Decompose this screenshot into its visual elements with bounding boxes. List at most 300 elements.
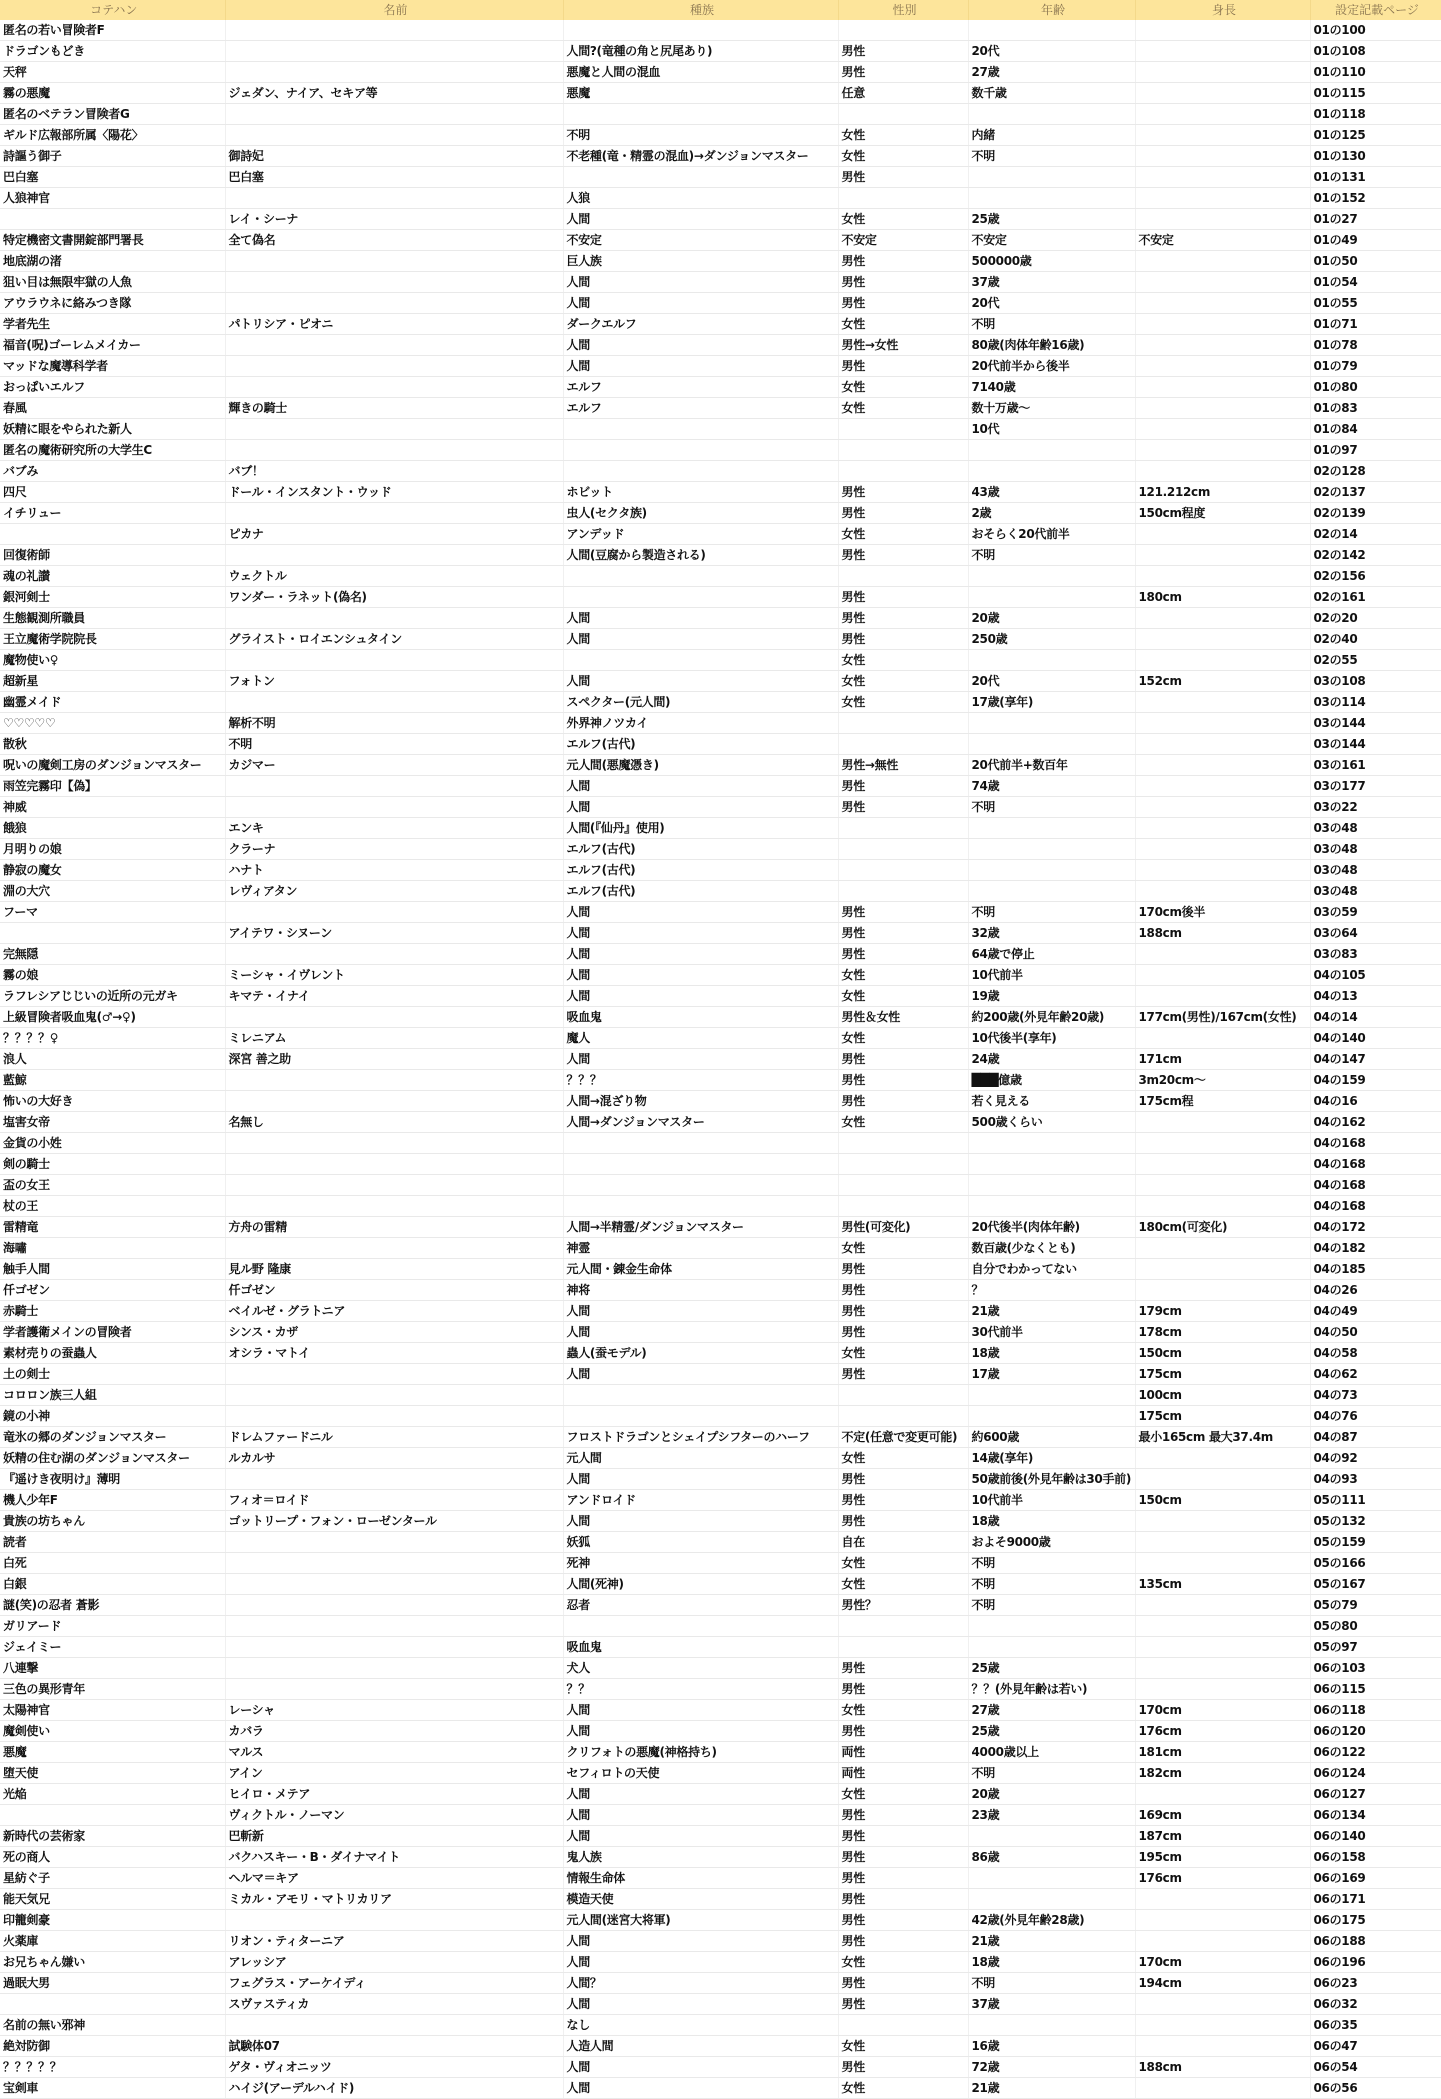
cell-race[interactable]: 人間 — [563, 1364, 838, 1385]
cell-gender[interactable]: 男性 — [838, 1973, 968, 1994]
cell-gender[interactable]: 男性 — [838, 1322, 968, 1343]
cell-name[interactable] — [225, 1532, 563, 1553]
cell-handle[interactable]: 月明りの娘 — [0, 839, 225, 860]
cell-name[interactable]: 見ル野 隆康 — [225, 1259, 563, 1280]
cell-gender[interactable]: 男性？ — [838, 1595, 968, 1616]
cell-height[interactable] — [1135, 566, 1310, 587]
cell-gender[interactable]: 女性 — [838, 2036, 968, 2057]
cell-page[interactable]: 02の137 — [1310, 482, 1441, 503]
cell-page[interactable]: 04の73 — [1310, 1385, 1441, 1406]
cell-race[interactable]: 人間 — [563, 272, 838, 293]
cell-page[interactable]: 03の59 — [1310, 902, 1441, 923]
cell-race[interactable]: 人間 — [563, 1931, 838, 1952]
cell-handle[interactable]: 雨笠完霧印【偽】 — [0, 776, 225, 797]
cell-page[interactable]: 04の16 — [1310, 1091, 1441, 1112]
cell-height[interactable]: 150cm — [1135, 1343, 1310, 1364]
cell-race[interactable]: 吸血鬼 — [563, 1007, 838, 1028]
cell-gender[interactable] — [838, 734, 968, 755]
cell-name[interactable]: ミカル・アモリ・マトリカリア — [225, 1889, 563, 1910]
cell-gender[interactable]: 男性 — [838, 1469, 968, 1490]
cell-page[interactable]: 03の114 — [1310, 692, 1441, 713]
cell-page[interactable]: 04の93 — [1310, 1469, 1441, 1490]
cell-height[interactable]: 179cm — [1135, 1301, 1310, 1322]
cell-name[interactable]: バクハスキー・B・ダイナマイト — [225, 1847, 563, 1868]
cell-handle[interactable]: 鏡の小神 — [0, 1406, 225, 1427]
cell-gender[interactable]: 男性 — [838, 293, 968, 314]
cell-handle[interactable]: 魔剣使い — [0, 1721, 225, 1742]
cell-name[interactable]: カバラ — [225, 1721, 563, 1742]
cell-gender[interactable]: 男性 — [838, 1889, 968, 1910]
cell-gender[interactable]: 女性 — [838, 986, 968, 1007]
cell-gender[interactable]: 男性 — [838, 1091, 968, 1112]
cell-race[interactable]: 人間 — [563, 944, 838, 965]
cell-gender[interactable]: 女性 — [838, 965, 968, 986]
cell-page[interactable]: 06の56 — [1310, 2078, 1441, 2099]
cell-race[interactable] — [563, 566, 838, 587]
cell-name[interactable]: グライスト・ロイエンシュタイン — [225, 629, 563, 650]
cell-age[interactable]: 約600歳 — [968, 1427, 1135, 1448]
cell-page[interactable]: 06の140 — [1310, 1826, 1441, 1847]
cell-gender[interactable]: 両性 — [838, 1763, 968, 1784]
cell-handle[interactable]: 印籠剣豪 — [0, 1910, 225, 1931]
cell-page[interactable]: 05の79 — [1310, 1595, 1441, 1616]
cell-handle[interactable]: ？？？？♀ — [0, 1028, 225, 1049]
cell-handle[interactable]: 名前の無い邪神 — [0, 2015, 225, 2036]
cell-age[interactable]: 20代 — [968, 671, 1135, 692]
cell-height[interactable] — [1135, 2036, 1310, 2057]
cell-name[interactable] — [225, 377, 563, 398]
cell-gender[interactable]: 女性 — [838, 1784, 968, 1805]
cell-age[interactable]: 32歳 — [968, 923, 1135, 944]
cell-gender[interactable]: 男性 — [838, 1910, 968, 1931]
cell-height[interactable] — [1135, 335, 1310, 356]
cell-name[interactable] — [225, 1091, 563, 1112]
cell-page[interactable]: 01の130 — [1310, 146, 1441, 167]
cell-race[interactable]: 不明 — [563, 125, 838, 146]
cell-page[interactable]: 01の125 — [1310, 125, 1441, 146]
cell-gender[interactable] — [838, 566, 968, 587]
cell-handle[interactable]: おっぱいエルフ — [0, 377, 225, 398]
cell-age[interactable]: 不明 — [968, 1973, 1135, 1994]
cell-race[interactable]: スペクター(元人間) — [563, 692, 838, 713]
cell-height[interactable] — [1135, 167, 1310, 188]
cell-name[interactable]: フォトン — [225, 671, 563, 692]
cell-age[interactable]: 数百歳(少なくとも) — [968, 1238, 1135, 1259]
cell-race[interactable]: 妖狐 — [563, 1532, 838, 1553]
cell-race[interactable]: エルフ — [563, 377, 838, 398]
cell-age[interactable] — [968, 1175, 1135, 1196]
cell-height[interactable] — [1135, 2015, 1310, 2036]
cell-handle[interactable]: 星紡ぐ子 — [0, 1868, 225, 1889]
cell-name[interactable] — [225, 1364, 563, 1385]
cell-handle[interactable]: コロロン族三人組 — [0, 1385, 225, 1406]
cell-height[interactable]: 178cm — [1135, 1322, 1310, 1343]
cell-height[interactable] — [1135, 1595, 1310, 1616]
cell-handle[interactable]: 妖精の住む湖のダンジョンマスター — [0, 1448, 225, 1469]
cell-age[interactable] — [968, 1196, 1135, 1217]
cell-name[interactable]: オシラ・マトイ — [225, 1343, 563, 1364]
cell-handle[interactable]: 妖精に眼をやられた新人 — [0, 419, 225, 440]
cell-name[interactable]: ヴィクトル・ノーマン — [225, 1805, 563, 1826]
cell-page[interactable]: 01の131 — [1310, 167, 1441, 188]
cell-handle[interactable]: 三色の異形青年 — [0, 1679, 225, 1700]
cell-height[interactable]: 181cm — [1135, 1742, 1310, 1763]
cell-name[interactable]: パトリシア・ピオニ — [225, 314, 563, 335]
cell-page[interactable]: 04の14 — [1310, 1007, 1441, 1028]
cell-name[interactable]: 巴斬新 — [225, 1826, 563, 1847]
cell-name[interactable]: リオン・ティターニア — [225, 1931, 563, 1952]
cell-height[interactable]: 最小165cm 最大37.4m — [1135, 1427, 1310, 1448]
cell-age[interactable] — [968, 860, 1135, 881]
cell-height[interactable]: 194cm — [1135, 1973, 1310, 1994]
cell-name[interactable] — [225, 62, 563, 83]
cell-page[interactable]: 01の83 — [1310, 398, 1441, 419]
cell-race[interactable]: 人間 — [563, 293, 838, 314]
cell-gender[interactable] — [838, 1175, 968, 1196]
cell-gender[interactable] — [838, 839, 968, 860]
cell-handle[interactable]: ガリアード — [0, 1616, 225, 1637]
cell-handle[interactable]: 学者護衛メインの冒険者 — [0, 1322, 225, 1343]
cell-page[interactable]: 06の115 — [1310, 1679, 1441, 1700]
cell-age[interactable] — [968, 734, 1135, 755]
cell-race[interactable]: 人間→半精霊/ダンジョンマスター — [563, 1217, 838, 1238]
cell-handle[interactable] — [0, 209, 225, 230]
cell-height[interactable] — [1135, 1616, 1310, 1637]
cell-gender[interactable]: 女性 — [838, 1028, 968, 1049]
cell-name[interactable] — [225, 1175, 563, 1196]
cell-gender[interactable]: 男性 — [838, 1490, 968, 1511]
cell-page[interactable]: 04の147 — [1310, 1049, 1441, 1070]
cell-height[interactable] — [1135, 41, 1310, 62]
cell-race[interactable]: 人間 — [563, 1784, 838, 1805]
cell-age[interactable]: 30代前半 — [968, 1322, 1135, 1343]
cell-age[interactable]: 72歳 — [968, 2057, 1135, 2078]
cell-gender[interactable]: 男性 — [838, 41, 968, 62]
cell-name[interactable] — [225, 1154, 563, 1175]
cell-height[interactable] — [1135, 293, 1310, 314]
cell-height[interactable] — [1135, 713, 1310, 734]
cell-name[interactable]: ゲタ・ヴィオニッツ — [225, 2057, 563, 2078]
cell-name[interactable]: 深宮 善之助 — [225, 1049, 563, 1070]
cell-handle[interactable]: 幽霊メイド — [0, 692, 225, 713]
cell-race[interactable]: 人間？ — [563, 1973, 838, 1994]
cell-age[interactable]: 20代後半(肉体年齢) — [968, 1217, 1135, 1238]
cell-name[interactable]: マルス — [225, 1742, 563, 1763]
cell-gender[interactable] — [838, 20, 968, 41]
cell-gender[interactable]: 女性 — [838, 398, 968, 419]
cell-page[interactable]: 06の171 — [1310, 1889, 1441, 1910]
cell-page[interactable]: 03の144 — [1310, 713, 1441, 734]
cell-race[interactable]: クリフォトの悪魔(神格持ち) — [563, 1742, 838, 1763]
cell-gender[interactable] — [838, 1385, 968, 1406]
cell-handle[interactable]: 盃の女王 — [0, 1175, 225, 1196]
cell-age[interactable]: 若く見える — [968, 1091, 1135, 1112]
cell-gender[interactable]: 女性 — [838, 1343, 968, 1364]
cell-gender[interactable]: 女性 — [838, 314, 968, 335]
cell-gender[interactable]: 男性 — [838, 503, 968, 524]
cell-handle[interactable]: 触手人間 — [0, 1259, 225, 1280]
cell-age[interactable]: 37歳 — [968, 1994, 1135, 2015]
cell-height[interactable] — [1135, 650, 1310, 671]
cell-handle[interactable]: 絶対防御 — [0, 2036, 225, 2057]
cell-name[interactable]: ゴットリープ・フォン・ローゼンタール — [225, 1511, 563, 1532]
cell-height[interactable] — [1135, 461, 1310, 482]
column-header-name[interactable]: 名前 — [225, 0, 563, 20]
cell-gender[interactable] — [838, 860, 968, 881]
cell-height[interactable] — [1135, 965, 1310, 986]
cell-name[interactable] — [225, 1595, 563, 1616]
cell-height[interactable] — [1135, 1196, 1310, 1217]
cell-name[interactable]: アイン — [225, 1763, 563, 1784]
cell-page[interactable]: 06の134 — [1310, 1805, 1441, 1826]
cell-handle[interactable]: 超新星 — [0, 671, 225, 692]
cell-handle[interactable]: 杖の王 — [0, 1196, 225, 1217]
cell-race[interactable]: 人間 — [563, 1721, 838, 1742]
cell-race[interactable]: 吸血鬼 — [563, 1637, 838, 1658]
cell-name[interactable] — [225, 1679, 563, 1700]
cell-age[interactable]: 10代後半(享年) — [968, 1028, 1135, 1049]
cell-page[interactable]: 06の23 — [1310, 1973, 1441, 1994]
cell-gender[interactable]: 男性 — [838, 1259, 968, 1280]
cell-page[interactable]: 03の161 — [1310, 755, 1441, 776]
cell-name[interactable]: レーシャ — [225, 1700, 563, 1721]
cell-age[interactable]: 20歳 — [968, 608, 1135, 629]
cell-handle[interactable]: 貴族の坊ちゃん — [0, 1511, 225, 1532]
cell-gender[interactable]: 男性 — [838, 797, 968, 818]
cell-race[interactable]: 人間(『仙丹』使用) — [563, 818, 838, 839]
cell-page[interactable]: 04の92 — [1310, 1448, 1441, 1469]
cell-age[interactable] — [968, 566, 1135, 587]
cell-height[interactable]: 121.212cm — [1135, 482, 1310, 503]
cell-height[interactable]: 176cm — [1135, 1721, 1310, 1742]
cell-name[interactable] — [225, 776, 563, 797]
cell-age[interactable]: 10代前半 — [968, 1490, 1135, 1511]
cell-name[interactable] — [225, 503, 563, 524]
cell-page[interactable]: 06の196 — [1310, 1952, 1441, 1973]
cell-handle[interactable]: 魔物使い♀ — [0, 650, 225, 671]
cell-page[interactable]: 03の48 — [1310, 839, 1441, 860]
cell-gender[interactable]: 両性 — [838, 1742, 968, 1763]
cell-height[interactable]: 3m20cm〜 — [1135, 1070, 1310, 1091]
cell-page[interactable]: 04の105 — [1310, 965, 1441, 986]
cell-race[interactable]: 模造天使 — [563, 1889, 838, 1910]
cell-age[interactable]: 80歳(肉体年齢16歳) — [968, 335, 1135, 356]
cell-race[interactable]: 人間 — [563, 1952, 838, 1973]
cell-race[interactable]: 人間 — [563, 776, 838, 797]
cell-race[interactable] — [563, 1133, 838, 1154]
cell-height[interactable] — [1135, 104, 1310, 125]
cell-page[interactable]: 04の87 — [1310, 1427, 1441, 1448]
cell-age[interactable]: 43歳 — [968, 482, 1135, 503]
cell-height[interactable] — [1135, 734, 1310, 755]
cell-height[interactable] — [1135, 62, 1310, 83]
cell-page[interactable]: 01の50 — [1310, 251, 1441, 272]
cell-name[interactable] — [225, 1637, 563, 1658]
cell-height[interactable] — [1135, 1511, 1310, 1532]
cell-handle[interactable]: バブみ — [0, 461, 225, 482]
cell-name[interactable] — [225, 902, 563, 923]
cell-gender[interactable]: 男性 — [838, 251, 968, 272]
cell-handle[interactable]: 銀河剣士 — [0, 587, 225, 608]
cell-page[interactable]: 05の97 — [1310, 1637, 1441, 1658]
cell-gender[interactable]: 男性 — [838, 1511, 968, 1532]
cell-page[interactable]: 01の115 — [1310, 83, 1441, 104]
cell-handle[interactable]: 白死 — [0, 1553, 225, 1574]
cell-gender[interactable]: 女性 — [838, 209, 968, 230]
cell-gender[interactable] — [838, 818, 968, 839]
cell-page[interactable]: 03の108 — [1310, 671, 1441, 692]
cell-gender[interactable] — [838, 188, 968, 209]
cell-name[interactable] — [225, 41, 563, 62]
cell-handle[interactable]: 上級冒険者吸血鬼(♂→♀) — [0, 1007, 225, 1028]
cell-age[interactable]: 自分でわかってない — [968, 1259, 1135, 1280]
cell-gender[interactable]: 男性 — [838, 1301, 968, 1322]
cell-height[interactable]: 195cm — [1135, 1847, 1310, 1868]
cell-name[interactable]: 不明 — [225, 734, 563, 755]
cell-page[interactable]: 06の127 — [1310, 1784, 1441, 1805]
cell-page[interactable]: 02の156 — [1310, 566, 1441, 587]
cell-page[interactable]: 01の78 — [1310, 335, 1441, 356]
cell-handle[interactable] — [0, 923, 225, 944]
cell-page[interactable]: 02の139 — [1310, 503, 1441, 524]
cell-page[interactable]: 02の142 — [1310, 545, 1441, 566]
cell-gender[interactable]: 女性 — [838, 650, 968, 671]
cell-handle[interactable]: 怖いの大好き — [0, 1091, 225, 1112]
cell-height[interactable]: 180cm — [1135, 587, 1310, 608]
cell-name[interactable]: ワンダー・ラネット(偽名) — [225, 587, 563, 608]
cell-name[interactable] — [225, 188, 563, 209]
cell-page[interactable]: 03の177 — [1310, 776, 1441, 797]
cell-height[interactable] — [1135, 377, 1310, 398]
cell-race[interactable] — [563, 461, 838, 482]
cell-race[interactable]: 人間 — [563, 1301, 838, 1322]
cell-height[interactable]: 171cm — [1135, 1049, 1310, 1070]
cell-height[interactable] — [1135, 1238, 1310, 1259]
cell-age[interactable]: 2歳 — [968, 503, 1135, 524]
cell-age[interactable] — [968, 2015, 1135, 2036]
cell-gender[interactable]: 女性 — [838, 671, 968, 692]
cell-handle[interactable]: 淵の大穴 — [0, 881, 225, 902]
cell-race[interactable]: 鬼人族 — [563, 1847, 838, 1868]
cell-age[interactable]: 25歳 — [968, 1658, 1135, 1679]
cell-name[interactable] — [225, 1406, 563, 1427]
cell-name[interactable]: エンキ — [225, 818, 563, 839]
cell-race[interactable]: 人間 — [563, 2057, 838, 2078]
cell-handle[interactable]: 悪魔 — [0, 1742, 225, 1763]
cell-page[interactable]: 04の76 — [1310, 1406, 1441, 1427]
cell-age[interactable]: 7140歳 — [968, 377, 1135, 398]
cell-gender[interactable]: 女性 — [838, 377, 968, 398]
cell-handle[interactable]: 霧の悪魔 — [0, 83, 225, 104]
cell-height[interactable] — [1135, 440, 1310, 461]
cell-height[interactable] — [1135, 1154, 1310, 1175]
cell-gender[interactable]: 男性 — [838, 776, 968, 797]
cell-race[interactable]: エルフ(古代) — [563, 860, 838, 881]
cell-height[interactable]: 175cm — [1135, 1364, 1310, 1385]
cell-name[interactable]: ミーシャ・イヴレント — [225, 965, 563, 986]
cell-age[interactable] — [968, 818, 1135, 839]
cell-handle[interactable]: 火薬庫 — [0, 1931, 225, 1952]
cell-gender[interactable]: 男性 — [838, 1658, 968, 1679]
cell-gender[interactable] — [838, 1133, 968, 1154]
cell-age[interactable]: 24歳 — [968, 1049, 1135, 1070]
cell-name[interactable]: バブ！ — [225, 461, 563, 482]
cell-name[interactable] — [225, 1616, 563, 1637]
cell-race[interactable]: 人間 — [563, 1826, 838, 1847]
cell-race[interactable] — [563, 419, 838, 440]
cell-age[interactable] — [968, 1868, 1135, 1889]
cell-gender[interactable]: 男性 — [838, 62, 968, 83]
cell-height[interactable] — [1135, 797, 1310, 818]
cell-race[interactable] — [563, 1154, 838, 1175]
cell-page[interactable]: 01の79 — [1310, 356, 1441, 377]
cell-handle[interactable]: 八連撃 — [0, 1658, 225, 1679]
cell-race[interactable]: ホビット — [563, 482, 838, 503]
cell-age[interactable]: 18歳 — [968, 1511, 1135, 1532]
cell-name[interactable]: レヴィアタン — [225, 881, 563, 902]
cell-page[interactable]: 01の84 — [1310, 419, 1441, 440]
cell-age[interactable]: 不明 — [968, 314, 1135, 335]
cell-race[interactable]: 人間(死神) — [563, 1574, 838, 1595]
cell-age[interactable] — [968, 839, 1135, 860]
cell-race[interactable]: 人間→混ざり物 — [563, 1091, 838, 1112]
cell-page[interactable]: 06の124 — [1310, 1763, 1441, 1784]
cell-handle[interactable]: 呪いの魔剣工房のダンジョンマスター — [0, 755, 225, 776]
cell-height[interactable]: 176cm — [1135, 1868, 1310, 1889]
cell-page[interactable]: 03の64 — [1310, 923, 1441, 944]
cell-page[interactable]: 03の144 — [1310, 734, 1441, 755]
cell-name[interactable]: ウェクトル — [225, 566, 563, 587]
cell-height[interactable] — [1135, 776, 1310, 797]
cell-name[interactable] — [225, 650, 563, 671]
cell-height[interactable] — [1135, 419, 1310, 440]
cell-name[interactable]: レイ・シーナ — [225, 209, 563, 230]
cell-gender[interactable]: 男性 — [838, 923, 968, 944]
cell-race[interactable]: 人間 — [563, 356, 838, 377]
cell-handle[interactable]: フーマ — [0, 902, 225, 923]
cell-height[interactable]: 不安定 — [1135, 230, 1310, 251]
cell-race[interactable]: 元人間(迷宮大将軍) — [563, 1910, 838, 1931]
cell-height[interactable] — [1135, 692, 1310, 713]
cell-height[interactable]: 177cm(男性)/167cm(女性) — [1135, 1007, 1310, 1028]
cell-race[interactable]: エルフ(古代) — [563, 881, 838, 902]
cell-page[interactable]: 01の110 — [1310, 62, 1441, 83]
cell-page[interactable]: 02の40 — [1310, 629, 1441, 650]
cell-page[interactable]: 02の128 — [1310, 461, 1441, 482]
cell-name[interactable] — [225, 692, 563, 713]
cell-page[interactable]: 01の100 — [1310, 20, 1441, 41]
cell-page[interactable]: 05の166 — [1310, 1553, 1441, 1574]
cell-page[interactable]: 04の26 — [1310, 1280, 1441, 1301]
cell-age[interactable] — [968, 1826, 1135, 1847]
cell-name[interactable] — [225, 2015, 563, 2036]
cell-name[interactable]: 方舟の雷精 — [225, 1217, 563, 1238]
cell-age[interactable]: 500000歳 — [968, 251, 1135, 272]
cell-name[interactable] — [225, 104, 563, 125]
cell-page[interactable]: 04の62 — [1310, 1364, 1441, 1385]
cell-name[interactable] — [225, 545, 563, 566]
cell-race[interactable]: 人間 — [563, 209, 838, 230]
cell-gender[interactable]: 男性＆女性 — [838, 1007, 968, 1028]
cell-gender[interactable]: 男性 — [838, 1931, 968, 1952]
cell-name[interactable]: 巴白塞 — [225, 167, 563, 188]
cell-race[interactable]: 元人間 — [563, 1448, 838, 1469]
cell-page[interactable]: 05の132 — [1310, 1511, 1441, 1532]
cell-page[interactable]: 05の111 — [1310, 1490, 1441, 1511]
cell-page[interactable]: 04の13 — [1310, 986, 1441, 1007]
cell-race[interactable]: セフィロトの天使 — [563, 1763, 838, 1784]
cell-handle[interactable]: ドラゴンもどき — [0, 41, 225, 62]
